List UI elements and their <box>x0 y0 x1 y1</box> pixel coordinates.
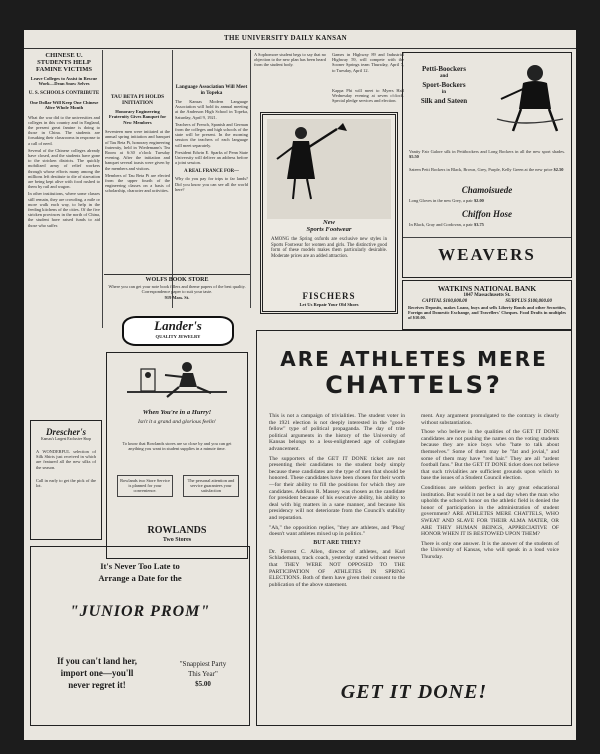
editorial-para: Conditions are seldom perfect in any great educational institution. But would it not be a sad day when the man who upholds the school's honor on the athletic field is denied the honor of participation in the administration of student government? ARE ATHLETES MERE CHATTELS, WHO SWEAT AND SLAVE FOR THEIR ALMA MATER, OR ARE THEY HUMAN BEINGS, APPRECIATIVE OF HONOR WHEN IT IS BESTOWED UPON THEM? <box>421 484 559 538</box>
weavers-item: Long Gloves in the new Grey, a pair $2.00 <box>409 198 484 203</box>
story-body: A Sophomore student begs to say that no objection to the new plan has been heard from the student body. <box>254 52 326 68</box>
column-4-top <box>254 52 404 112</box>
drescher-name: Drescher's <box>46 427 86 437</box>
fischers-tagline: New Sports Footwear <box>306 219 352 233</box>
editorial-para: Dr. Forrest C. Allen, director of athletes, and Karl Schlademann, track coach, yesterday stated without reserve that THEY WERE NOT OPPOSED TO THE PARTICIPATION OF ATHLETES IN SPRING ELECTIONS. Both of them have given their consent to the publication of the above statement. <box>269 548 405 588</box>
woman-illustration <box>267 119 391 219</box>
weavers-chiffon: Chiffon Hose <box>461 209 513 219</box>
story-headline: A REAL FRANCE FOR— <box>184 169 239 175</box>
weavers-chamoisuede: Chamoisuede <box>461 185 513 195</box>
story-body: Several of the Chinese colleges already have closed, and the students have gone to the stricken districts. The quickly mobilized army of relief workers through whose efforts many among the millions left destitute to die of starvation are being kept alive with food rushed to them by rail and wagon. <box>28 147 100 190</box>
column-3 <box>175 52 248 192</box>
rowlands-body: To know that Rowlands stores are so close by and you can get anything you want in student supplies in a minute time. <box>122 441 232 452</box>
story-body: Games in Highway 89 and Industrial Highway 59, will compete with the Sooner Springs team Thursday, April 7, to Tuesday, April 12. <box>332 52 404 73</box>
prom-left-text: If you can't land her, import one—you'll never regret it! <box>57 656 137 690</box>
fischers-name: FISCHERS <box>302 291 356 301</box>
rowlands-subheadline: Isn't it a grand and glorious feelin' <box>138 419 216 425</box>
rowlands-left-box: Rowlands two Store Service is planned for your convenience. <box>117 475 173 497</box>
weavers-ad <box>402 52 572 278</box>
prom-right-text: "Snappiest Party This Year" $5.00 <box>179 660 227 688</box>
story-body: In other institutions, where some classes still remain, they are crowding, a mile or more walk each way, to help in the feeding kitchens of the cities. Of the five stricken provinces in the north of China, the student have raised funds to aid those who suffer. <box>28 191 100 228</box>
masthead <box>24 34 576 49</box>
editorial-headline: CHATTELS? <box>325 371 503 399</box>
rowlands-name-sub: Two Stores <box>162 537 192 543</box>
wolfs-body: Where you can get your note book fillers and theme papers of the best quality. Correspondence paper to suit your taste. <box>108 284 246 295</box>
wolfs-heading: WOLFS BOOK STORE <box>145 277 209 283</box>
drescher-ad <box>30 420 102 540</box>
landers-ad <box>102 310 250 350</box>
weavers-item: In Black, Gray and Cordovan, a pair $3.75 <box>409 222 484 227</box>
editorial-slogan: GET IT DONE! <box>340 681 488 703</box>
rowlands-name: ROWLANDS <box>147 525 207 536</box>
bank-body: Receives Deposits, makes Loans, buys and sells Liberty Bonds and other Securities, Foreign and Domestic Exchange, and Travellers' Cheques. Food Drafts in multiples of $10.00. <box>408 305 566 321</box>
editorial-col-b <box>421 413 559 560</box>
prom-title: "JUNIOR PROM" <box>69 603 211 620</box>
column-rule <box>102 50 103 328</box>
bank-ad <box>402 280 572 330</box>
column-1 <box>28 52 100 228</box>
story-headline: CHINESE U. STUDENTS HELP FAMINE VICTIMS <box>36 52 92 73</box>
runner-illustration <box>127 357 227 405</box>
landers-logo <box>122 316 234 346</box>
rowlands-ad <box>106 352 248 559</box>
story-body: What the war did to the universities and colleges in this country and in England, the present great famine is doing to those in China. The students are forsaking their classrooms in response to a call of need. <box>28 114 100 146</box>
prom-line: Arrange a Date for the <box>98 573 182 583</box>
bank-address: 1047 Massachusetts St. <box>463 293 511 298</box>
wolfs-address: 919 Mass. St. <box>164 295 190 301</box>
drescher-body: Call in early to get the pick of the lot. <box>36 477 96 489</box>
weavers-item: Sateen Petti Bockers in Black, Brown, Grey, Purple, Kelly Green at the new price $2.50 <box>409 167 564 172</box>
fischers-body: AMONG the Spring oxfords are exclusive new styles in Sports Footwear for women and girls. The distinctive good form of these models makes them particularly desirable. Moderate prices are an added attraction. <box>271 237 387 259</box>
rowlands-headline: When You're in a Hurry! <box>142 409 212 416</box>
story-body: Why do you pay for trips to far lands? Did you know you can see all the world here? <box>175 176 248 192</box>
landers-sub: QUALITY JEWELRY <box>155 334 201 339</box>
story-body: Members of Tau Beta Pi are elected from the upper fourth of the engineering classes on a basis of scholarship, character and activities. <box>105 172 170 194</box>
newspaper-page <box>24 30 576 740</box>
story-body: President Edwin E. Sparks of Penn State University will deliver an address before a joint session. <box>175 149 248 166</box>
wolfs-ad <box>104 274 250 307</box>
junior-prom-ad <box>30 546 250 726</box>
bank-name: WATKINS NATIONAL BANK <box>437 284 537 293</box>
column-2 <box>105 52 170 194</box>
drescher-body: A WONDERFUL selection of Silk Shirts just received in which are featured all the new silks of the season. <box>36 449 96 470</box>
story-headline: Language Association Will Meet in Topeka <box>175 84 248 96</box>
rowlands-right-box: The personal attention and service guarantees your satisfaction <box>183 475 239 497</box>
drescher-sub: Kansas's Largest Exclusive Shop <box>40 437 92 441</box>
bank-surplus: SURPLUS $100,000.00 <box>505 299 552 304</box>
woman-illustration <box>493 59 567 137</box>
story-body: The Kansas Modern Language Association will hold its annual meeting at the Anderson High School in Topeka, Saturday, April 9, 1921. <box>175 99 248 120</box>
editorial-para: This is not a campaign of trivialities. The student voter in the 1921 election is not deeply interested in the "good-fellow" type of political propaganda. The day of trite political arguments in the history of the University of Kansas belongs to a less-enlightened age of collegiate advancement. <box>269 413 405 452</box>
masthead-title: THE UNIVERSITY DAILY KANSAN <box>224 34 348 42</box>
story-headline: TAU BETA PI HOLDS INITIATION <box>110 94 165 106</box>
editorial-ad <box>256 330 572 726</box>
editorial-para: "Ah," the opposition replies, "they are athletes, and 'Phog' doesn't want athletes mixed up in politics." <box>269 524 405 538</box>
story-subhead: Honorary Engineering Fraternity Gives Banquet for New Members <box>108 109 167 125</box>
weavers-name: WEAVERS <box>438 245 536 264</box>
editorial-col-a <box>269 413 405 588</box>
column-rule <box>250 50 251 308</box>
story-body: Kappa Phi will meet to Myers Hall Wednesday evening at seven o'clock. Special pledge services and election. <box>332 88 404 104</box>
editorial-para: There is only one answer. It is the answer of the students of the University of Kansas, who will speak in a loud voice Thursday. <box>421 540 559 560</box>
editorial-para: The supporters of the GET IT DONE ticket are not presenting their candidates to the student body simply because these candidates are the type of men that should be honored. These candidates have been chosen for their worth—for their ability to fill the positions for which they are candidates. Addison R. Massey was chosen as the candidate for president because of his executive ability, his ability to deal with big matters in a sane manner, and because his presidency will not deteriorate from the Council's stability and reputation. <box>269 455 405 521</box>
weavers-heading: Petti-Boockers and Sport-Bockers in Silk and Sateen <box>420 65 468 105</box>
fischers-slogan: Let Us Repair Your Old Shoes <box>299 302 359 307</box>
story-headline: U. S. SCHOOLS CONTRIBUTE <box>28 90 100 96</box>
prom-line: It's Never Too Late to <box>100 561 180 571</box>
story-subhead: Leave Colleges to Assist in Rescue Work—Dean Snow Selves <box>30 76 98 87</box>
editorial-headline: ARE ATHLETES MERE <box>280 347 548 371</box>
editorial-para: ment. Any argument promulgated to the contrary is clearly without substantiation. <box>421 413 559 426</box>
editorial-para: Those who believe in the qualities of the GET IT DONE candidates are not pushing the names on the voting students because they are nice boys who "hate to talk about themselves." Some of them may be "fat and jovial," and some of them may have "red hair." They are all "ardent football fans." But the GET IT DONE ticket does not believe that such trivialities are sufficient grounds upon which to base the issues of a Student Council election. <box>421 429 559 482</box>
column-rule <box>172 50 173 308</box>
landers-name: Lander's <box>154 318 202 333</box>
bank-capital: CAPITAL $100,000.00 <box>422 299 468 304</box>
weavers-item: Vanity Fair Galore silk in Pettibockers and Long Bockers in all the new sport shades. $5.50 <box>409 149 565 160</box>
editorial-question: BUT ARE THEY? <box>313 539 361 546</box>
story-body: Teachers of French, Spanish and German from the colleges and high schools of the state will be present. In the morning session the teachers of each language will meet separately. <box>175 121 248 148</box>
fischers-ad <box>260 112 398 314</box>
story-body: Seventeen men were initiated at the annual spring initiation and banquet of Tau Beta Pi, honorary engineering fraternity, held in Wiedemann's Tea Room at 6:30 o'clock Tuesday evening. After the initiation and banquet several toasts were given by the members and visitors. <box>105 129 170 171</box>
story-subhead: One Dollar Will Keep One Chinese Alive Whole Month <box>29 99 99 111</box>
